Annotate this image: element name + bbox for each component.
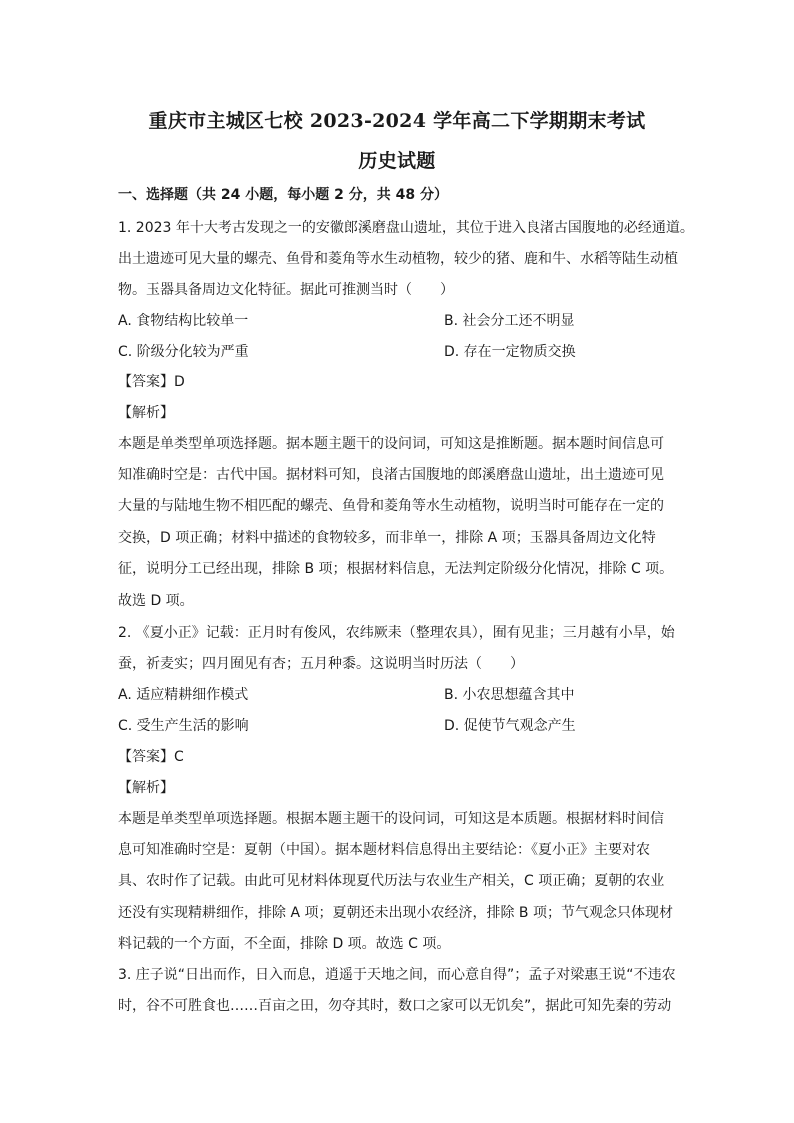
q2-analysis-line: 息可知准确时空是：夏朝（中国）。据本题材料信息得出主要结论：《夏小正》主要对农 bbox=[118, 842, 650, 858]
q2-option-d: D. 促使节气观念产生 bbox=[444, 718, 576, 734]
q2-stem-line: 2. 《夏小正》记载：正月时有俊风，农纬厥耒（整理农具），囿有见韭；三月越有小旱，始 bbox=[118, 625, 675, 641]
q1-stem-line: 物。玉器具备周边文化特征。据此可推测当时（ ） bbox=[118, 282, 454, 298]
q3-stem-line: 时，谷不可胜食也……百亩之田，勿夺其时，数口之家可以无饥矣”，据此可知先秦的劳动 bbox=[118, 998, 672, 1014]
exam-title: 重庆市主城区七校 2023-2024 学年高二下学期期末考试 bbox=[148, 110, 646, 132]
q1-analysis-label: 【解析】 bbox=[118, 405, 174, 421]
q1-option-d: D. 存在一定物质交换 bbox=[444, 344, 576, 360]
q2-analysis-line: 还没有实现精耕细作，排除 A 项；夏朝还未出现小农经济，排除 B 项；节气观念只体现材 bbox=[118, 905, 673, 921]
q1-analysis-line: 交换，D 项正确；材料中描述的食物较多，而非单一，排除 A 项；玉器具备周边文化特 bbox=[118, 530, 656, 546]
q1-analysis-line: 本题是单类型单项选择题。据本题主题干的设问词，可知这是推断题。据本题时间信息可 bbox=[118, 436, 664, 452]
q1-option-a: A. 食物结构比较单一 bbox=[118, 313, 249, 329]
q2-analysis-label: 【解析】 bbox=[118, 780, 174, 796]
q2-option-c: C. 受生产生活的影响 bbox=[118, 718, 249, 734]
q2-analysis-line: 料记载的一个方面，不全面，排除 D 项。故选 C 项。 bbox=[118, 936, 451, 952]
q1-analysis-line: 征，说明分工已经出现，排除 B 项；根据材料信息，无法判定阶级分化情况，排除 C 项。 bbox=[118, 561, 674, 577]
q2-analysis-line: 具、农时作了记载。由此可见材料体现夏代历法与农业生产相关，C 项正确；夏朝的农业 bbox=[118, 873, 665, 889]
q1-stem-line: 1. 2023 年十大考古发现之一的安徽郎溪磨盘山遗址，其位于进入良渚古国腹地的必经通道。 bbox=[118, 220, 694, 236]
q1-analysis-line: 知准确时空是：古代中国。据材料可知，良渚古国腹地的郎溪磨盘山遗址，出土遗迹可见 bbox=[118, 467, 664, 483]
q2-answer: 【答案】C bbox=[118, 749, 184, 765]
q1-analysis-line: 故选 D 项。 bbox=[118, 593, 194, 609]
section-heading: 一、选择题（共 24 小题，每小题 2 分，共 48 分） bbox=[118, 187, 448, 203]
q1-analysis-line: 大量的与陆地生物不相匹配的螺壳、鱼骨和菱角等水生动植物，说明当时可能存在一定的 bbox=[118, 498, 664, 514]
q2-stem-line: 蚕，祈麦实；四月囿见有杏；五月种黍。这说明当时历法（ ） bbox=[118, 656, 524, 672]
q2-option-b: B. 小农思想蕴含其中 bbox=[444, 687, 575, 703]
q3-stem-line: 3. 庄子说“日出而作，日入而息，逍遥于天地之间，而心意自得”；孟子对梁惠王说“不违农 bbox=[118, 967, 676, 983]
q1-stem-line: 出土遗迹可见大量的螺壳、鱼骨和菱角等水生动植物，较少的猪、鹿和牛、水稻等陆生动植 bbox=[118, 251, 678, 267]
exam-subtitle: 历史试题 bbox=[358, 150, 436, 172]
q1-option-b: B. 社会分工还不明显 bbox=[444, 313, 575, 329]
q2-option-a: A. 适应精耕细作模式 bbox=[118, 687, 249, 703]
q2-analysis-line: 本题是单类型单项选择题。根据本题主题干的设问词，可知这是本质题。根据材料时间信 bbox=[118, 811, 664, 827]
q1-answer: 【答案】D bbox=[118, 374, 185, 390]
q1-option-c: C. 阶级分化较为严重 bbox=[118, 344, 249, 360]
